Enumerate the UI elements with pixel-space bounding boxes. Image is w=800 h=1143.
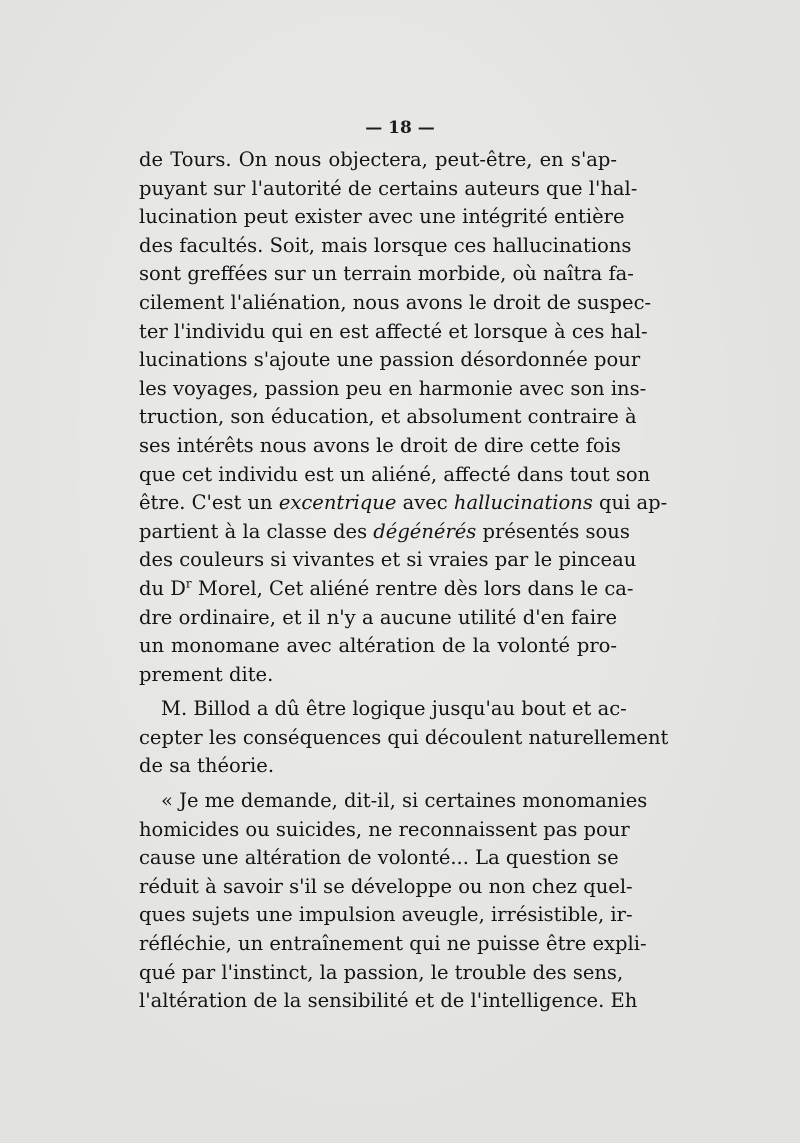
text-line: ter l'individu qui en est affecté et lorsque à ces hal- bbox=[139, 319, 648, 343]
text-line: de sa théorie. bbox=[139, 754, 275, 778]
text-segment: qui ap- bbox=[592, 491, 668, 515]
text-line: des couleurs si vivantes et si vraies par le pinceau bbox=[139, 548, 637, 572]
page-number: — 18 — bbox=[365, 118, 435, 138]
text-line: prement dite. bbox=[139, 662, 274, 686]
text-line: « Je me demande, dit-il, si certaines monomanies bbox=[161, 789, 648, 813]
text-line: homicides ou suicides, ne reconnaissent pas pour bbox=[139, 817, 630, 841]
text-segment: avec bbox=[396, 491, 454, 515]
text-segment: partient à la classe des bbox=[139, 519, 374, 543]
italic-term-degeneres: dégénérés bbox=[373, 519, 477, 543]
text-line: des facultés. Soit, mais lorsque ces hallucinations bbox=[139, 233, 632, 257]
text-segment: Morel, Cet aliéné rentre dès lors dans le ca- bbox=[191, 576, 634, 600]
italic-term-hallucinations: hallucinations bbox=[453, 491, 593, 515]
text-line: un monomane avec altération de la volonté pro- bbox=[139, 634, 617, 658]
text-line: cepter les conséquences qui découlent naturellement bbox=[139, 725, 669, 749]
text-line: lucinations s'ajoute une passion désordonnée pour bbox=[139, 348, 641, 372]
text-line: sont greffées sur un terrain morbide, où naîtra fa- bbox=[139, 262, 634, 286]
text-line: dre ordinaire, et il n'y a aucune utilité d'en faire bbox=[139, 605, 617, 629]
superscript: r bbox=[185, 576, 192, 591]
text-line: réfléchie, un entraînement qui ne puisse être expli- bbox=[139, 932, 647, 956]
text-line: réduit à savoir s'il se développe ou non chez quel- bbox=[139, 874, 633, 898]
text-line: lucination peut exister avec une intégrité entière bbox=[139, 205, 625, 229]
text-line: que cet individu est un aliéné, affecté dans tout son bbox=[139, 462, 651, 486]
text-line-with-superscript bbox=[139, 575, 634, 604]
text-line: de Tours. On nous objectera, peut-être, en s'ap- bbox=[139, 148, 617, 171]
text-segment: présentés sous bbox=[476, 519, 630, 543]
text-line: les voyages, passion peu en harmonie avec son ins- bbox=[139, 376, 647, 400]
italic-term-excentrique: excentrique bbox=[278, 491, 397, 515]
text-line: l'altération de la sensibilité et de l'intelligence. Eh bbox=[139, 989, 638, 1013]
text-line: cilement l'aliénation, nous avons le droit de suspec- bbox=[139, 290, 652, 314]
text-segment: du D bbox=[139, 576, 186, 600]
text-line: ses intérêts nous avons le droit de dire cette fois bbox=[139, 433, 621, 457]
text-line: M. Billod a dû être logique jusqu'au bout et ac- bbox=[161, 697, 627, 721]
text-line: puyant sur l'autorité de certains auteurs que l'hal- bbox=[139, 176, 638, 200]
text-line: truction, son éducation, et absolument contraire à bbox=[139, 405, 637, 429]
body-text bbox=[139, 146, 669, 1016]
text-line-with-italics bbox=[139, 489, 668, 518]
text-line: cause une altération de volonté... La question se bbox=[139, 846, 619, 870]
text-line: ques sujets une impulsion aveugle, irrésistible, ir- bbox=[139, 903, 633, 927]
text-segment: être. C'est un bbox=[139, 491, 279, 515]
text-line-with-italics bbox=[139, 518, 630, 547]
text-line: qué par l'instinct, la passion, le trouble des sens, bbox=[139, 960, 624, 984]
